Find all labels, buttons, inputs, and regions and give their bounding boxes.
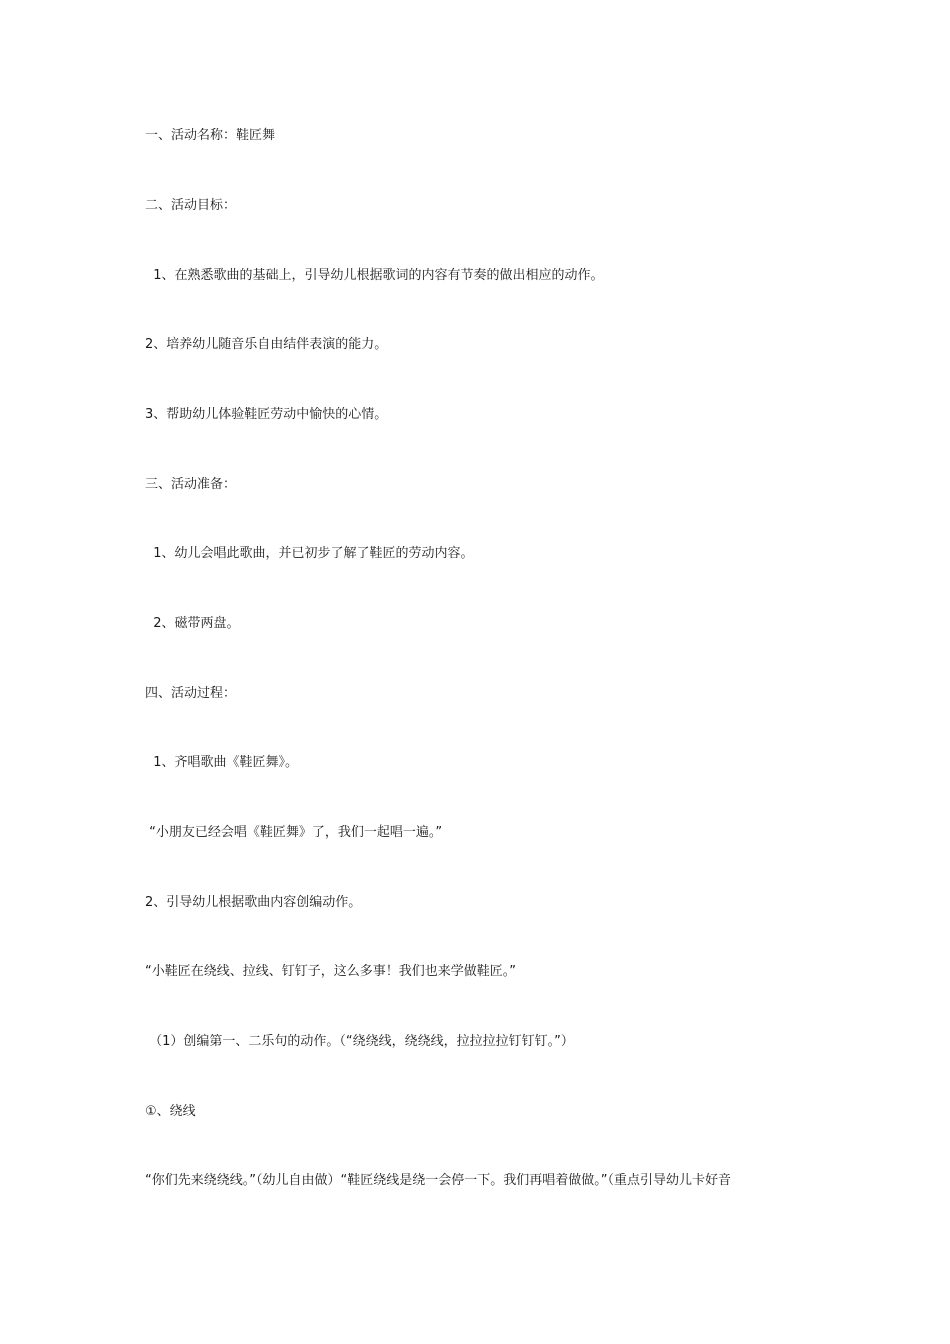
process-step-2: 2、引导幼儿根据歌曲内容创编动作。 (145, 895, 362, 910)
process-heading: 四、活动过程： (145, 686, 237, 701)
process-step-2-quote: “小鞋匠在绕线、拉线、钉钉子，这么多事！我们也来学做鞋匠。” (145, 964, 516, 979)
goal-item-2: 2、培养幼儿随音乐自由结伴表演的能力。 (145, 337, 388, 352)
activity-name-line: 一、活动名称：鞋匠舞 (145, 128, 276, 143)
preparation-item-2: 2、磁带两盘。 (145, 616, 240, 631)
process-step-1-quote: “小朋友已经会唱《鞋匠舞》了，我们一起唱一遍。” (145, 825, 443, 840)
preparation-item-1: 1、幼儿会唱此歌曲，并已初步了解了鞋匠的劳动内容。 (145, 546, 474, 561)
sub-step-winding-quote: “你们先来绕绕线。”（幼儿自由做）“鞋匠绕线是绕一会停一下。我们再唱着做做。”（重点引导幼儿卡好音 (145, 1173, 731, 1188)
preparation-heading: 三、活动准备： (145, 477, 237, 492)
sub-step-1: （1）创编第一、二乐句的动作。（“绕绕线，绕绕线，拉拉拉拉钉钉钉。”） (145, 1034, 574, 1049)
process-step-1: 1、齐唱歌曲《鞋匠舞》。 (145, 755, 299, 770)
goals-heading: 二、活动目标： (145, 198, 237, 213)
sub-step-winding: ①、绕线 (145, 1104, 196, 1119)
goal-item-1: 1、在熟悉歌曲的基础上，引导幼儿根据歌词的内容有节奏的做出相应的动作。 (145, 268, 604, 283)
goal-item-3: 3、帮助幼儿体验鞋匠劳动中愉快的心情。 (145, 407, 388, 422)
